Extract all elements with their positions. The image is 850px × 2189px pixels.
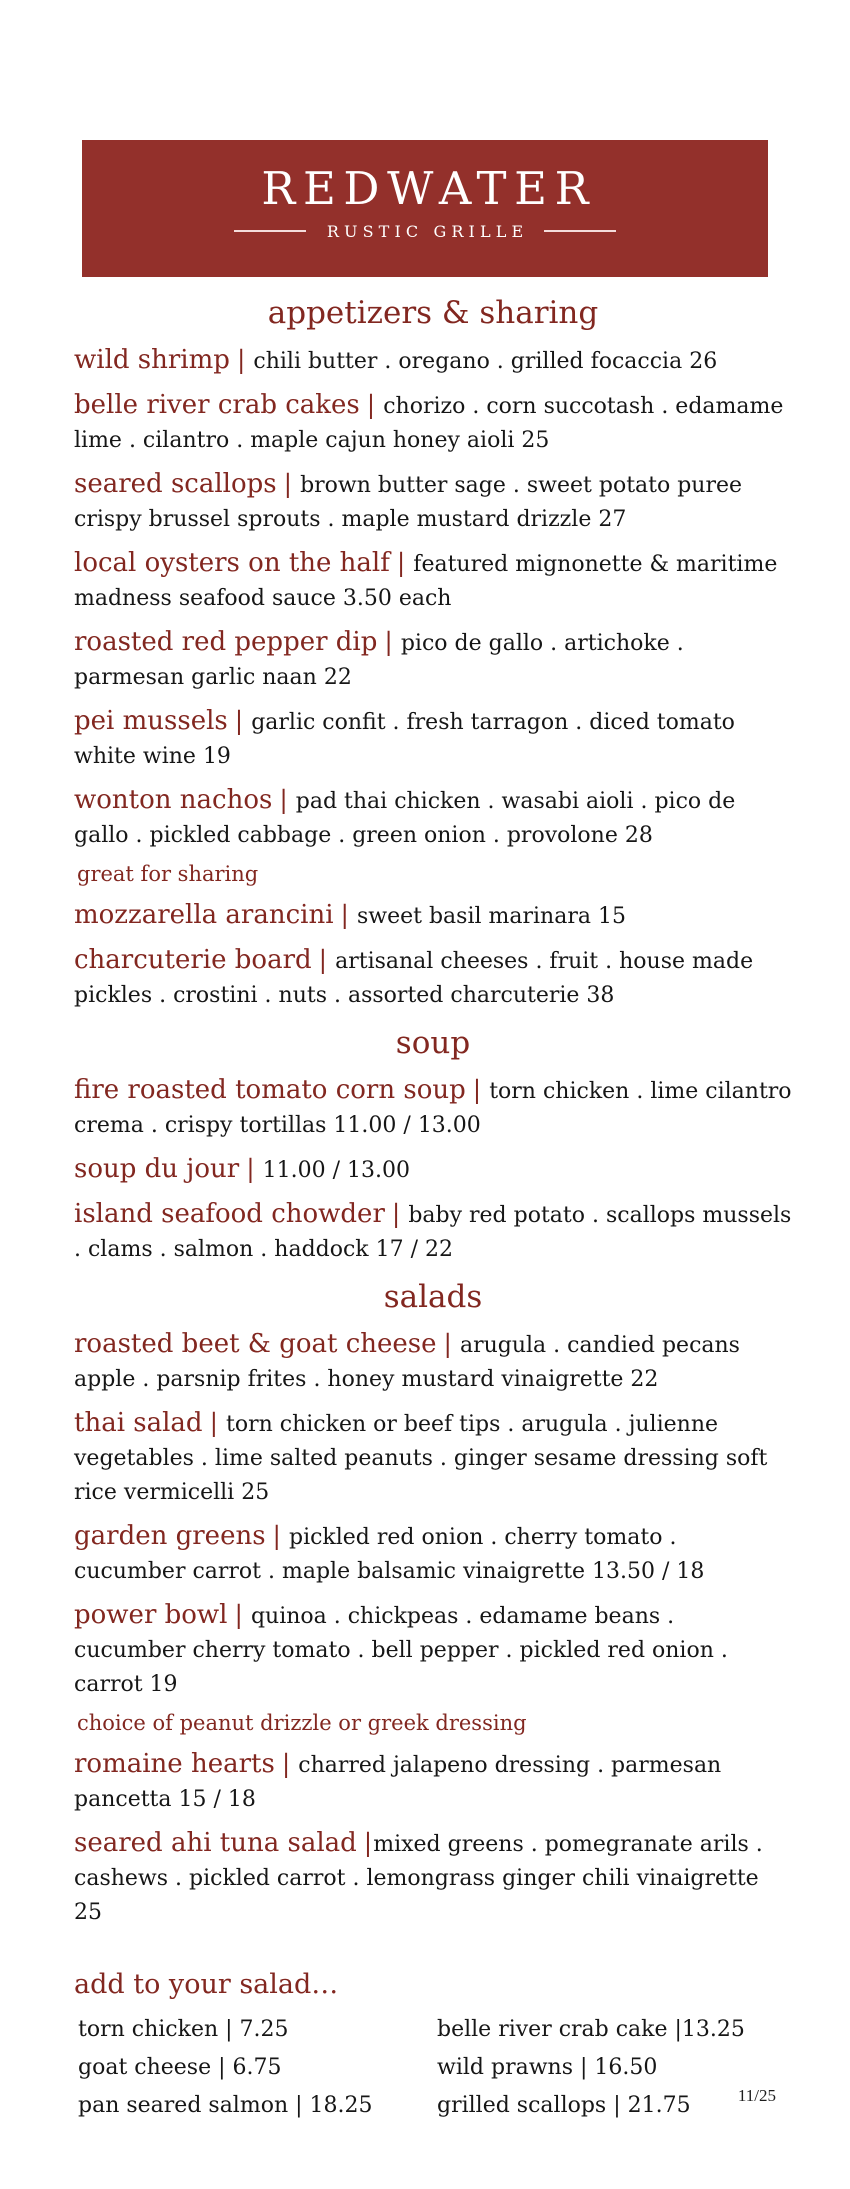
section-title: soup	[395, 1025, 471, 1061]
item-pipe: |	[272, 1521, 281, 1550]
item-pipe: |	[396, 548, 406, 577]
item-description: artisanal cheeses . fruit . house made pickles . crostini . nuts . assorted charcuterie 38	[74, 949, 754, 1008]
brand-name: REDWATER	[261, 162, 597, 215]
menu-item	[74, 467, 792, 537]
item-description: quinoa . chickpeas . edamame beans . cucumber cherry tomato . bell pepper . pickled red onion . carrot 19	[74, 1604, 728, 1697]
item-description: garlic confit . fresh tarragon . diced tomato white wine 19	[74, 710, 735, 769]
item-pipe: |	[472, 1075, 482, 1104]
item-name: pei mussels	[74, 706, 228, 736]
item-pipe: |	[234, 706, 244, 735]
item-description: chorizo . corn succotash . edamame lime . cilantro . maple cajun honey aioli 25	[74, 394, 784, 453]
item-pipe: |	[209, 1408, 219, 1437]
item-pipe: |	[391, 1199, 401, 1228]
page-date: 11/25	[737, 2086, 776, 2105]
menu-item	[74, 625, 792, 695]
item-description: chili butter . oregano . grilled focaccia 26	[253, 349, 718, 374]
addon-item: wild prawns | 16.50	[437, 2055, 658, 2080]
item-pipe: |	[384, 627, 393, 656]
item-pipe: |	[283, 469, 293, 498]
item-pipe: |	[340, 900, 349, 929]
addon-item: belle river crab cake |13.25	[437, 2017, 745, 2042]
item-pipe: |	[443, 1329, 452, 1358]
item-pipe: |	[366, 390, 376, 419]
menu-item	[74, 1747, 792, 1817]
item-name: thai salad	[74, 1408, 203, 1438]
item-pipe: |	[318, 945, 328, 974]
item-name: soup du jour	[74, 1154, 240, 1184]
menu-item	[74, 704, 792, 774]
item-description: pickled red onion . cherry tomato . cucumber carrot . maple balsamic vinaigrette 13.50 / 18	[74, 1525, 705, 1584]
item-name: roasted red pepper dip	[74, 627, 378, 657]
addons-title: add to your salad…	[74, 1969, 339, 2000]
brand-tagline-row	[82, 222, 768, 241]
menu-note: choice of peanut drizzle or greek dressing	[77, 1711, 527, 1735]
menu-item	[74, 1197, 792, 1267]
menu-sections	[0, 277, 850, 1930]
item-name: charcuterie board	[74, 945, 312, 975]
item-name: power bowl	[74, 1600, 228, 1630]
item-description: charred jalapeno dressing . parmesan pancetta 15 / 18	[74, 1753, 722, 1812]
addon-item: pan seared salmon | 18.25	[78, 2093, 373, 2118]
item-name: belle river crab cakes	[74, 390, 360, 420]
tagline-rule-left-icon	[234, 230, 306, 232]
menu-item	[74, 388, 792, 458]
menu-item	[74, 343, 792, 379]
menu-item	[74, 943, 792, 1013]
menu-item	[74, 1073, 792, 1143]
item-pipe: |	[236, 345, 246, 374]
menu-item	[74, 1406, 792, 1510]
item-name: roasted beet & goat cheese	[74, 1329, 437, 1359]
item-description: arugula . candied pecans apple . parsnip frites . honey mustard vinaigrette 22	[74, 1333, 740, 1392]
menu-item	[74, 1826, 792, 1930]
item-pipe: |	[246, 1154, 255, 1183]
item-description: pico de gallo . artichoke . parmesan garlic naan 22	[74, 631, 684, 690]
item-pipe: |	[234, 1600, 243, 1629]
tagline-rule-right-icon	[544, 230, 616, 232]
menu-item	[74, 1327, 792, 1397]
menu-item	[74, 783, 792, 853]
item-pipe: |	[363, 1828, 373, 1857]
brand-tagline: RUSTIC GRILLE	[326, 221, 529, 241]
item-description: 11.00 / 13.00	[262, 1158, 411, 1183]
section-title: appetizers & sharing	[267, 295, 599, 331]
menu-item	[74, 1152, 792, 1188]
menu-note: great for sharing	[77, 862, 259, 886]
addons-section	[0, 1939, 850, 2125]
addons-column	[433, 2011, 792, 2125]
addons-column	[74, 2011, 433, 2125]
brand-banner	[82, 140, 768, 277]
item-name: island seafood chowder	[74, 1199, 385, 1229]
item-name: romaine hearts	[74, 1749, 275, 1779]
item-description: mixed greens . pomegranate arils . cashews . pickled carrot . lemongrass ginger chili vinaigrette 25	[74, 1832, 763, 1925]
item-name: seared ahi tuna salad	[74, 1828, 357, 1858]
addons-columns	[74, 2011, 792, 2125]
item-pipe: |	[281, 1749, 291, 1778]
menu-item	[74, 1598, 792, 1702]
addon-item: torn chicken | 7.25	[78, 2017, 289, 2042]
item-description: sweet basil marinara 15	[356, 904, 626, 929]
menu-item	[74, 898, 792, 934]
item-description: torn chicken or beef tips . arugula . julienne vegetables . lime salted peanuts . ginger sesame dressing soft rice vermicelli 25	[74, 1412, 768, 1505]
section-title: salads	[383, 1279, 483, 1315]
item-description: pad thai chicken . wasabi aioli . pico de gallo . pickled cabbage . green onion . provolone 28	[74, 789, 736, 848]
item-name: mozzarella arancini	[74, 900, 334, 930]
addon-item: goat cheese | 6.75	[78, 2055, 282, 2080]
item-name: fire roasted tomato corn soup	[74, 1075, 466, 1105]
item-description: brown butter sage . sweet potato puree crispy brussel sprouts . maple mustard drizzle 27	[74, 473, 743, 532]
item-name: garden greens	[74, 1521, 266, 1551]
item-pipe: |	[279, 785, 288, 814]
menu-item	[74, 1519, 792, 1589]
item-name: wild shrimp	[74, 345, 230, 375]
item-name: wonton nachos	[74, 785, 273, 815]
item-description: torn chicken . lime cilantro crema . crispy tortillas 11.00 / 13.00	[74, 1079, 792, 1138]
item-description: baby red potato . scallops mussels . clams . salmon . haddock 17 / 22	[74, 1203, 792, 1262]
menu-item	[74, 546, 792, 616]
item-name: local oysters on the half	[74, 548, 390, 578]
addon-item: grilled scallops | 21.75	[437, 2093, 691, 2118]
item-description: featured mignonette & maritime madness seafood sauce 3.50 each	[74, 552, 778, 611]
item-name: seared scallops	[74, 469, 277, 499]
